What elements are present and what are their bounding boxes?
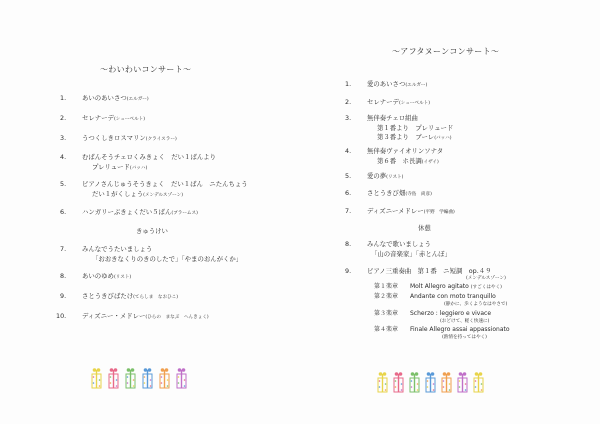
- movement-1: 第１楽章 Molt Allegro agitato (すごくはやく): [374, 283, 502, 290]
- right-interlude: 休憩: [418, 224, 431, 232]
- right-program-title: ～アフタヌーンコンサート～: [392, 47, 500, 56]
- right-gift-icon-7: [474, 372, 483, 392]
- program-page: ～わいわいコンサート～ 1. あいのあいさつ(エルガー) 2. セレナーデ(シューベルト) 3. うつくしきロスマリン(クライスラー) 4. むばんそうチェロくみきょく だい１ばんより プレリュード(バッハ) 5. ピアノさんじゅうそうきょく だい１ばん ニたんちょう だい１がくしょう(メンデルスゾーン) 6. ハンガリーぶきょくだい５ばん(ブラームス) きゅうけい 7. みんなでうたいましょう 「おおきなくりのきのしたで」「やまのおんがくか」 8. あいのゆめ(リスト) 9. さとうきびばたけ(てらしま なおひこ) 10. ディズニー・メドレー(ひらの まなぶ へんきょく) ～アフタヌーンコンサート～ 1. 愛のあいさつ(エルガー) 2. セレナーデ(シューベルト) 3. 無伴奏チェロ組曲 第１番より プレリュード 第３番より ブーレ(バッハ) 4. 無伴奏ヴァイオリンソナタ 第６番 ホ長調(イザイ) 5. 愛の夢(リスト) 6. さとうきび畑(寺島 尚彦) 7. ディズニーメドレー(平野 学編曲) 休憩 8. みんなで歌いましょう 「山の音楽家」「赤とんぼ」 9. ピアノ三重奏曲 第１番 ニ短調 op.４９ (メンデルスゾーン) 第１楽章 Molt Allegro agitato (すごくはやく) 第２楽章 Andante con moto tranquillo (静かに、歩くようなはやさで) 第３楽章 Scherzo : leggiero e vivace (おどけて、軽く快速に) 第４楽章 Finale Allegro assai appassionato (熱情を持ってはやく): [0, 0, 600, 424]
- left-gift-icon-5: [160, 368, 169, 388]
- movement-2-note: (静かに、歩くようなはやさで): [444, 302, 508, 307]
- movement-3: 第３楽章 Scherzo : leggiero e vivace: [374, 310, 492, 317]
- left-gift-icon-4: [143, 368, 152, 388]
- right-item-9-composer: (メンデルスゾーン): [466, 276, 506, 281]
- movement-4: 第４楽章 Finale Allegro assai appassionato: [374, 326, 510, 333]
- left-program-title: ～わいわいコンサート～: [100, 65, 192, 74]
- right-gift-icon-5: [442, 372, 451, 392]
- right-gift-icon-2: [394, 372, 403, 392]
- right-gift-icon-1: [378, 372, 387, 392]
- right-gift-icon-4: [426, 372, 435, 392]
- right-gift-icon-3: [410, 372, 419, 392]
- movement-4-note: (熱情を持ってはやく): [442, 335, 487, 340]
- movement-2: 第２楽章 Andante con moto tranquillo: [374, 293, 496, 300]
- right-gift-icon-6: [458, 372, 467, 392]
- left-gift-decoration: [88, 364, 198, 394]
- left-interlude: きゅうけい: [136, 227, 168, 235]
- left-gift-icon-6: [177, 368, 186, 388]
- right-gift-decoration: [374, 368, 494, 398]
- left-gift-icon-2: [109, 368, 118, 388]
- left-gift-icon-3: [126, 368, 135, 388]
- left-gift-icon-1: [92, 368, 101, 388]
- movement-3-note: (おどけて、軽く快速に): [440, 319, 490, 324]
